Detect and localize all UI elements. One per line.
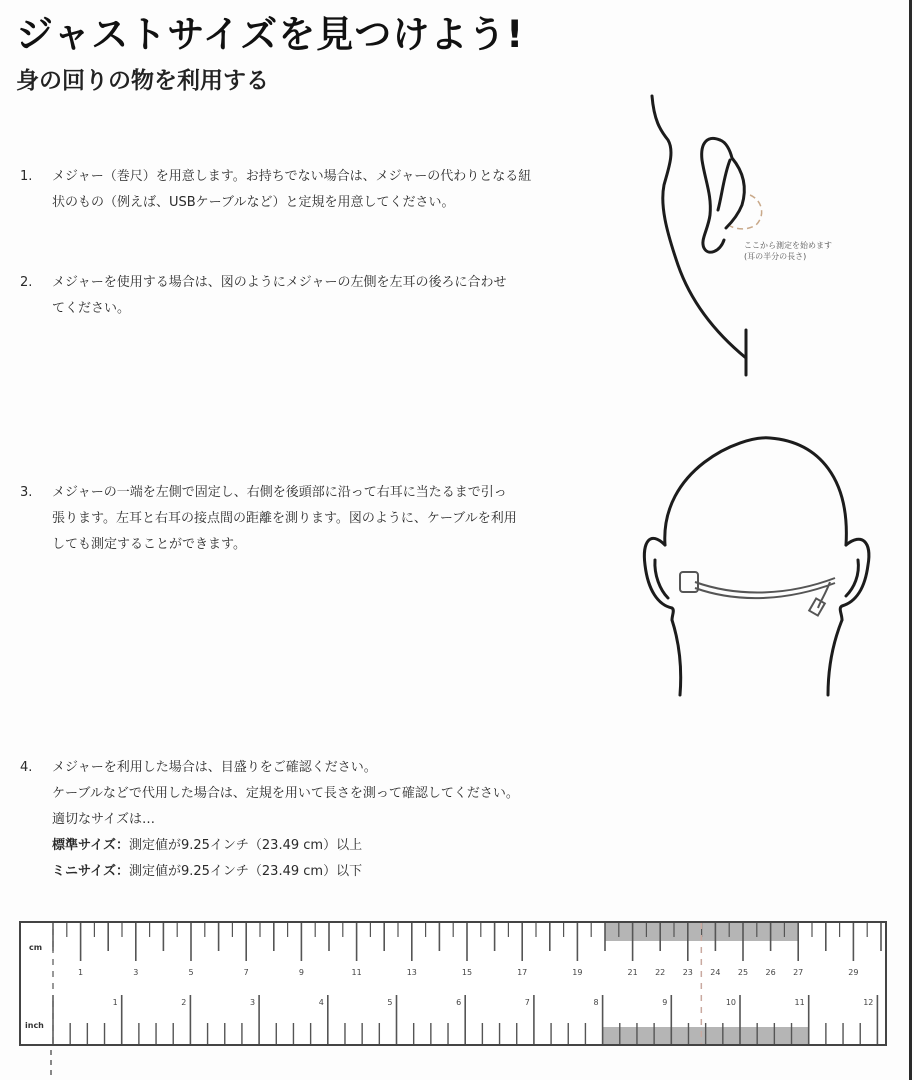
svg-text:19: 19 [572, 968, 583, 977]
step-text-line: 状のもの（例えば、USBケーブルなど）と定規を用意してください。 [52, 195, 455, 210]
svg-text:11: 11 [351, 968, 362, 977]
svg-text:26: 26 [765, 968, 776, 977]
step-text-line: ケーブルなどで代用した場合は、定規を用いて長さを測って確認してください。 [52, 786, 519, 801]
step-1 [20, 164, 531, 216]
svg-text:5: 5 [387, 998, 393, 1007]
svg-text:3: 3 [133, 968, 139, 977]
svg-text:3: 3 [250, 998, 256, 1007]
step-text-line: メジャーを使用する場合は、図のようにメジャーの左側を左耳の後ろに合わせ [52, 275, 507, 290]
step-number: 2. [20, 275, 33, 290]
svg-text:22: 22 [655, 968, 666, 977]
page-subtitle: 身の回りの物を利用する [16, 68, 269, 94]
svg-text:17: 17 [517, 968, 528, 977]
ear-caption-line-2: (耳の半分の長さ) [744, 252, 807, 261]
svg-text:5: 5 [188, 968, 194, 977]
step-4 [20, 755, 519, 885]
start-marker-dash [50, 1050, 52, 1080]
svg-text:2: 2 [181, 998, 187, 1007]
size-standard-label: 標準サイズ： [52, 838, 129, 853]
step-3 [20, 480, 517, 558]
svg-text:1: 1 [78, 968, 84, 977]
svg-text:12: 12 [863, 998, 874, 1007]
svg-text:7: 7 [243, 968, 249, 977]
svg-text:21: 21 [627, 968, 638, 977]
step-text-line: メジャーを利用した場合は、目盛りをご確認ください。 [52, 760, 377, 775]
ear-caption [744, 240, 832, 262]
step-text-line: メジャー（巻尺）を用意します。お持ちでない場合は、メジャーの代わりとなる紐 [52, 169, 532, 184]
svg-text:29: 29 [848, 968, 859, 977]
svg-text:9: 9 [298, 968, 304, 977]
head-back-illustration [620, 430, 914, 710]
ruler-scale [21, 923, 885, 1044]
svg-text:11: 11 [794, 998, 805, 1007]
size-mini-label: ミニサイズ： [52, 864, 129, 879]
ear-caption-line-1: ここから測定を始めます [744, 241, 832, 250]
svg-text:13: 13 [406, 968, 417, 977]
svg-text:25: 25 [737, 968, 749, 977]
step-text-line: 適切なサイズは… [52, 812, 155, 827]
size-mini-text: 測定値が9.25インチ（23.49 cm）以下 [128, 864, 363, 879]
svg-text:1: 1 [112, 998, 118, 1007]
svg-text:23: 23 [682, 968, 693, 977]
step-2 [20, 270, 506, 322]
page-title: ジャストサイズを見つけよう! [16, 13, 525, 56]
ruler-inch-label: inch [25, 1021, 44, 1030]
step-text-line: 張ります。左耳と右耳の接点間の距離を測ります。図のように、ケーブルを利用 [52, 511, 517, 526]
step-number: 3. [20, 485, 33, 500]
svg-text:8: 8 [593, 998, 599, 1007]
step-number: 4. [20, 760, 33, 775]
step-number: 1. [20, 169, 33, 184]
svg-text:9: 9 [662, 998, 668, 1007]
size-mini [52, 859, 519, 885]
step-text-line: メジャーの一端を左側で固定し、右側を後頭部に沿って右耳に当たるまで引っ [52, 485, 507, 500]
size-standard-text: 測定値が9.25インチ（23.49 cm）以上 [128, 838, 363, 853]
svg-text:27: 27 [793, 968, 804, 977]
svg-text:7: 7 [524, 998, 530, 1007]
step-text-line: しても測定することができます。 [52, 537, 246, 552]
svg-text:6: 6 [456, 998, 462, 1007]
ruler-cm-label: cm [29, 943, 43, 952]
svg-text:4: 4 [318, 998, 324, 1007]
ear-side-illustration [620, 80, 880, 390]
step-text-line: てください。 [52, 301, 131, 316]
svg-text:24: 24 [710, 968, 721, 977]
svg-text:15: 15 [461, 968, 473, 977]
measuring-ruler [19, 921, 887, 1046]
svg-text:10: 10 [725, 998, 736, 1007]
size-standard [52, 833, 519, 859]
